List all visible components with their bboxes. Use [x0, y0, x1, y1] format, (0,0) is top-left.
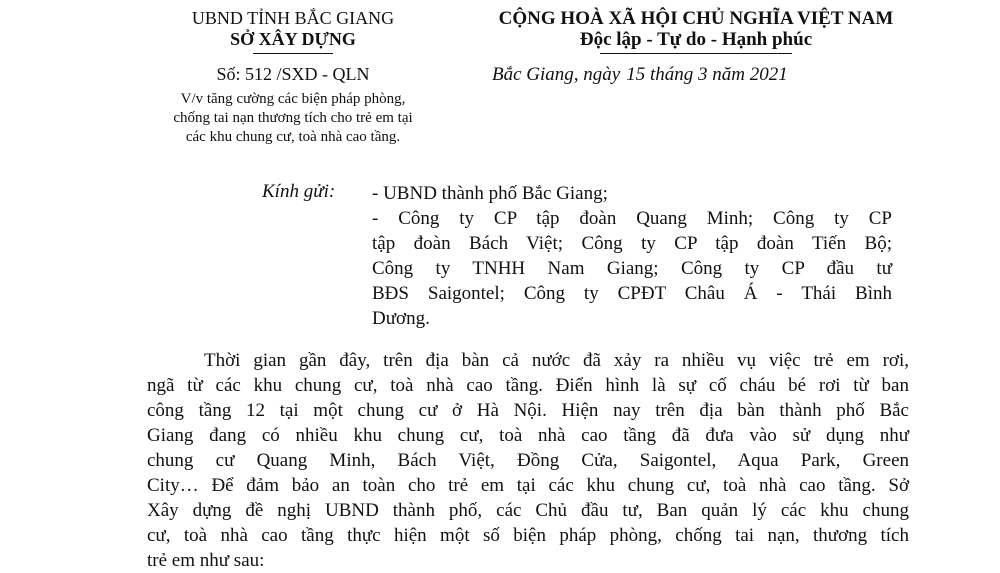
body-paragraph: [147, 348, 909, 573]
body-line: City… Để đảm bảo an toàn cho trẻ em tại các khu chung cư, toà nhà cao tầng. Sở: [147, 475, 909, 496]
body-line: Giang đang có nhiều khu chung cư, toà nhà cao tầng đã đưa vào sử dụng như: [147, 425, 909, 446]
recipient-line: BĐS Saigontel; Công ty CPĐT Châu Á - Thái Bình: [372, 283, 892, 304]
salutation: Kính gửi:: [262, 181, 336, 202]
recipient-line: Công ty TNHH Nam Giang; Công ty CP đầu tư: [372, 258, 892, 279]
subject-block: [128, 90, 458, 147]
agency-name-text: SỞ XÂY DỰNG: [230, 29, 356, 49]
nation-motto: Độc lập - Tự do - Hạnh phúc: [579, 29, 813, 50]
place-date: [492, 64, 788, 86]
body-line: công tầng 12 tại một chung cư ở Hà Nội. Hiện nay trên địa bàn thành phố Bắc: [147, 400, 909, 421]
place-date-prefix: Bắc Giang, ngày: [492, 64, 621, 85]
recipient-line: Dương.: [372, 308, 430, 329]
recipient-line: - Công ty CP tập đoàn Quang Minh; Công ty CP: [372, 208, 892, 229]
body-line: ngã từ các khu chung cư, toà nhà cao tầng. Điển hình là sự cố cháu bé rơi từ ban: [147, 375, 909, 396]
body-line: Xây dựng đề nghị UBND thành phố, các Chủ đầu tư, Ban quản lý các khu chung: [147, 500, 909, 521]
nation-title: CỘNG HOÀ XÃ HỘI CHỦ NGHĨA VIỆT NAM: [498, 8, 894, 29]
body-line: trẻ em như sau:: [147, 550, 265, 571]
recipient-line: - UBND thành phố Bắc Giang;: [372, 183, 608, 204]
body-line: cư, toà nhà cao tầng thực hiện một số biện pháp phòng, chống tai nạn, thương tích: [147, 525, 909, 546]
subject-line: chống tai nạn thương tích cho trẻ em tại: [173, 110, 413, 126]
agency-underline: [253, 53, 333, 54]
recipient-list: [372, 181, 892, 331]
subject-line: V/v tăng cường các biện pháp phòng,: [180, 91, 406, 107]
recipient-line: tập đoàn Bách Việt; Công ty CP tập đoàn Tiến Bộ;: [372, 233, 892, 254]
body-line: chung cư Quang Minh, Bách Việt, Đồng Cửa, Saigontel, Aqua Park, Green: [147, 450, 909, 471]
subject-line: các khu chung cư, toà nhà cao tầng.: [185, 129, 401, 145]
agency-parent: UBND TỈNH BẮC GIANG: [191, 8, 395, 28]
place-date-value: 15 tháng 3 năm 2021: [626, 64, 788, 85]
motto-underline: [600, 53, 792, 54]
document-number: Số: 512 /SXD - QLN: [216, 64, 370, 84]
agency-name: [160, 29, 426, 50]
body-line: Thời gian gần đây, trên địa bàn cả nước đã xảy ra nhiều vụ việc trẻ em rơi,: [204, 350, 909, 371]
